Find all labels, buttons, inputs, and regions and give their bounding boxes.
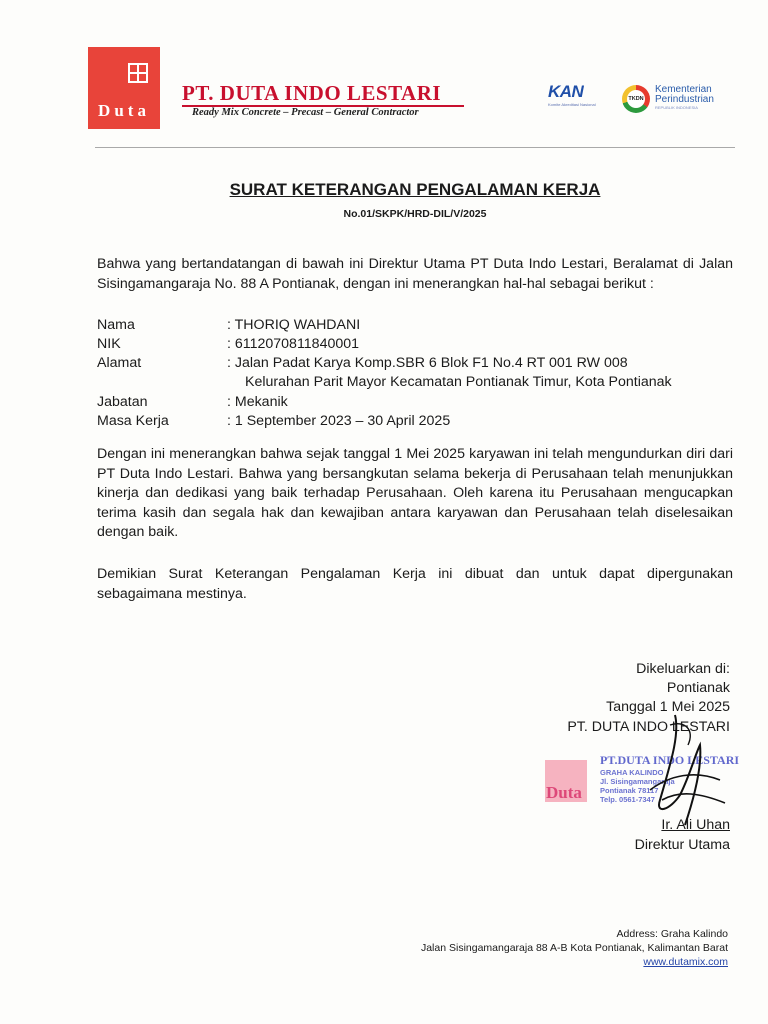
field-name-value: : THORIQ WAHDANI [227,317,361,333]
tkdn-logo-text: TKDN [627,90,645,108]
field-name-label: Nama [97,317,135,333]
footer-address-line2: Jalan Sisingamangaraja 88 A-B Kota Pontianak, Kalimantan Barat [420,942,728,954]
signer-role: Direktur Utama [634,837,730,853]
footer-address-line1: Address: Graha Kalindo [616,928,728,940]
ministry-line1: Kementerian [655,84,712,95]
intro-text: Bahwa yang bertandatangan di bawah ini Direktur Utama PT Duta Indo Lestari, Beralamat di Jalan Sisingamangaraja No. 88 A Pontianak, dengan ini menerangkan hal-hal sebagai berikut : [97,256,733,292]
header-divider [95,147,735,148]
company-tagline: Ready Mix Concrete – Precast – General Contractor [192,107,419,118]
field-tenure-label: Masa Kerja [97,413,169,429]
field-nik-value: : 6112070811840001 [227,336,360,352]
issued-company: PT. DUTA INDO LESTARI [567,718,730,735]
document-title: SURAT KETERANGAN PENGALAMAN KERJA [229,180,601,199]
signature-icon [640,705,730,835]
stamp-line-1: GRAHA KALINDO [600,768,664,777]
company-logo [88,47,160,129]
field-nik [97,335,359,354]
field-nik-label: NIK [97,336,121,352]
company-name: PT. DUTA INDO LESTARI [182,81,442,105]
field-tenure-value: : 1 September 2023 – 30 April 2025 [227,413,451,429]
kan-logo-sub: Komite Akreditasi Nasional [548,102,596,107]
footer-website-link[interactable]: www.dutamix.com [643,956,728,968]
stamp-word: Duta [546,783,582,802]
field-address [97,354,628,373]
ministry-line2: Perindustrian [655,94,714,105]
field-name [97,316,360,335]
signer-name: Ir. Ali Uhan [661,817,730,833]
field-address-value: : Jalan Padat Karya Komp.SBR 6 Blok F1 No.4 RT 001 RW 008 [227,355,628,371]
field-address-label: Alamat [97,355,142,371]
field-tenure [97,412,450,431]
field-position [97,393,288,412]
ministry-sub: REPUBLIK INDONESIA [655,105,698,110]
field-address-line2 [245,373,672,392]
footer-address [380,927,728,969]
body-paragraph [97,445,733,543]
issued-place: Pontianak [666,680,730,697]
kan-logo-text: KAN [548,82,584,101]
closing-text: Demikian Surat Keterangan Pengalaman Kerja ini dibuat dan untuk dapat dipergunakan sebagaimana mestinya. [97,566,733,602]
document-number: No.01/SKPK/HRD-DIL/V/2025 [343,208,487,220]
logo-window-icon [128,63,148,83]
body-text: Dengan ini menerangkan bahwa sejak tanggal 1 Mei 2025 karyawan ini telah mengundurkan diri dari PT Duta Indo Lestari. Bahwa yang bersangkutan selama bekerja di Perusahaan telah menunjukkan kinerja dan dedikasi yang baik terhadap Perusahaan. Oleh karena itu Perusahaan mengucapkan terima kasih dan segala hak dan kewajiban antara karyawan dan Perusahaan telah diselesaikan dengan baik. [97,446,733,540]
issued-date: Tanggal 1 Mei 2025 [606,699,730,716]
stamp-line-4: Telp. 0561-7347 [600,795,655,804]
stamp-line-3: Pontianak 78117 [600,786,659,795]
issued-place-label: Dikeluarkan di: [636,661,730,677]
field-address-value-2: Kelurahan Parit Mayor Kecamatan Pontianak Timur, Kota Pontianak [245,374,672,390]
tkdn-logo [622,85,650,113]
stamp-company: PT.DUTA INDO LESTARI [600,753,740,767]
intro-paragraph [97,255,733,294]
closing-paragraph [97,565,733,604]
stamp-line-2: Jl. Sisingamangaraja [600,777,675,786]
field-position-label: Jabatan [97,394,148,410]
field-position-value: : Mekanik [227,394,288,410]
kan-logo [548,82,620,118]
ministry-logo [655,85,714,111]
logo-word: Duta [98,101,150,120]
